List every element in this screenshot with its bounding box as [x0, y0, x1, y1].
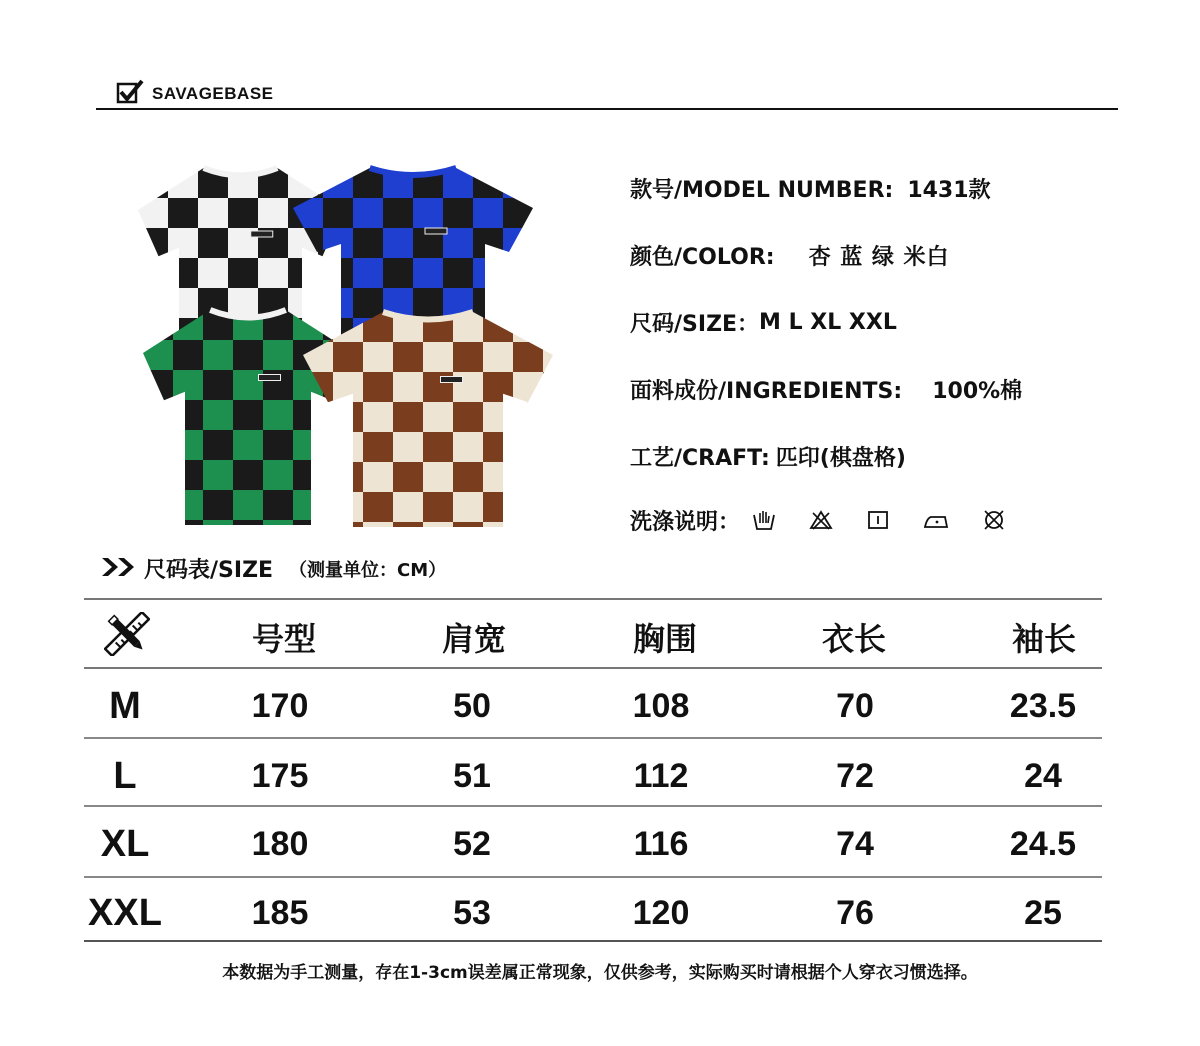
cell-shoulder: 51 [453, 757, 491, 795]
do-not-tumble-dry-icon [982, 509, 1006, 531]
cell-length: 70 [836, 687, 874, 725]
wash-label: 洗涤说明： [630, 509, 741, 535]
size-label: 尺码/SIZE： [630, 311, 760, 337]
spec-color [630, 235, 950, 275]
brand-name: SAVAGEBASE [152, 84, 274, 103]
spec-craft [630, 436, 906, 476]
craft-value: 匹印(棋盘格) [775, 445, 906, 471]
size-chart-unit: （测量单位：CM） [289, 559, 447, 581]
measurement-note: 本数据为手工测量，存在1-3cm误差属正常现象，仅供参考，实际购买时请根据个人穿衣习惯选择。 [222, 963, 978, 983]
line-dry-icon [866, 509, 890, 531]
model-label: 款号/MODEL NUMBER: [630, 177, 894, 203]
row-size-label: XL [100, 823, 150, 865]
header-chest: 胸围 [632, 620, 698, 658]
double-chevron-icon [100, 556, 138, 582]
header-height: 号型 [251, 620, 317, 658]
spec-model [630, 168, 991, 208]
cell-height: 185 [251, 894, 309, 932]
brand-header [116, 80, 274, 108]
wash-icons [752, 509, 1006, 531]
row-size-label: XXL [88, 892, 162, 934]
do-not-bleach-icon [809, 509, 833, 531]
size-chart-title: 尺码表/SIZE [144, 558, 274, 583]
cell-chest: 108 [632, 687, 690, 725]
header-shoulder: 肩宽 [441, 620, 507, 658]
table-top-rule [84, 598, 1102, 600]
cell-length: 76 [836, 894, 874, 932]
checkbox-check-icon [116, 79, 144, 109]
low-iron-icon [923, 509, 949, 531]
cell-sleeve: 24 [1024, 757, 1062, 795]
spec-wash [630, 500, 1006, 540]
table-header-rule [84, 667, 1102, 669]
cell-sleeve: 23.5 [1009, 687, 1077, 725]
row-divider [84, 737, 1102, 739]
size-value: M L XL XXL [759, 309, 897, 335]
hand-wash-icon [752, 509, 776, 531]
table-bottom-rule [84, 940, 1102, 942]
cell-chest: 112 [633, 757, 689, 795]
cell-chest: 116 [633, 825, 689, 863]
spec-size [630, 302, 897, 342]
cell-sleeve: 25 [1024, 894, 1062, 932]
row-size-label: M [109, 685, 141, 727]
cell-height: 180 [251, 825, 309, 863]
color-value: 杏 蓝 绿 米白 [808, 244, 950, 270]
cell-length: 74 [836, 825, 874, 863]
material-value: 100%棉 [932, 378, 1023, 404]
spec-material [630, 369, 1022, 409]
ruler-pencil-icon [104, 612, 150, 660]
cell-height: 175 [251, 757, 309, 795]
row-size-label: L [113, 755, 137, 797]
tshirt-4 [303, 312, 558, 530]
cell-height: 170 [251, 687, 309, 725]
size-chart-heading [100, 553, 446, 584]
craft-label: 工艺/CRAFT: [630, 445, 770, 471]
model-value: 1431款 [907, 177, 991, 203]
row-divider [84, 805, 1102, 807]
cell-sleeve: 24.5 [1009, 825, 1077, 863]
cell-length: 72 [836, 757, 874, 795]
cell-shoulder: 53 [453, 894, 491, 932]
checkered-tshirts-photo [128, 160, 558, 530]
row-divider [84, 876, 1102, 878]
material-label: 面料成份/INGREDIENTS: [630, 378, 903, 404]
cell-shoulder: 52 [453, 825, 491, 863]
color-label: 颜色/COLOR: [630, 244, 775, 270]
header-length: 衣长 [821, 620, 887, 658]
header-sleeve: 袖长 [1011, 620, 1077, 658]
cell-shoulder: 50 [453, 687, 491, 725]
header-divider [96, 108, 1118, 110]
cell-chest: 120 [632, 894, 690, 932]
